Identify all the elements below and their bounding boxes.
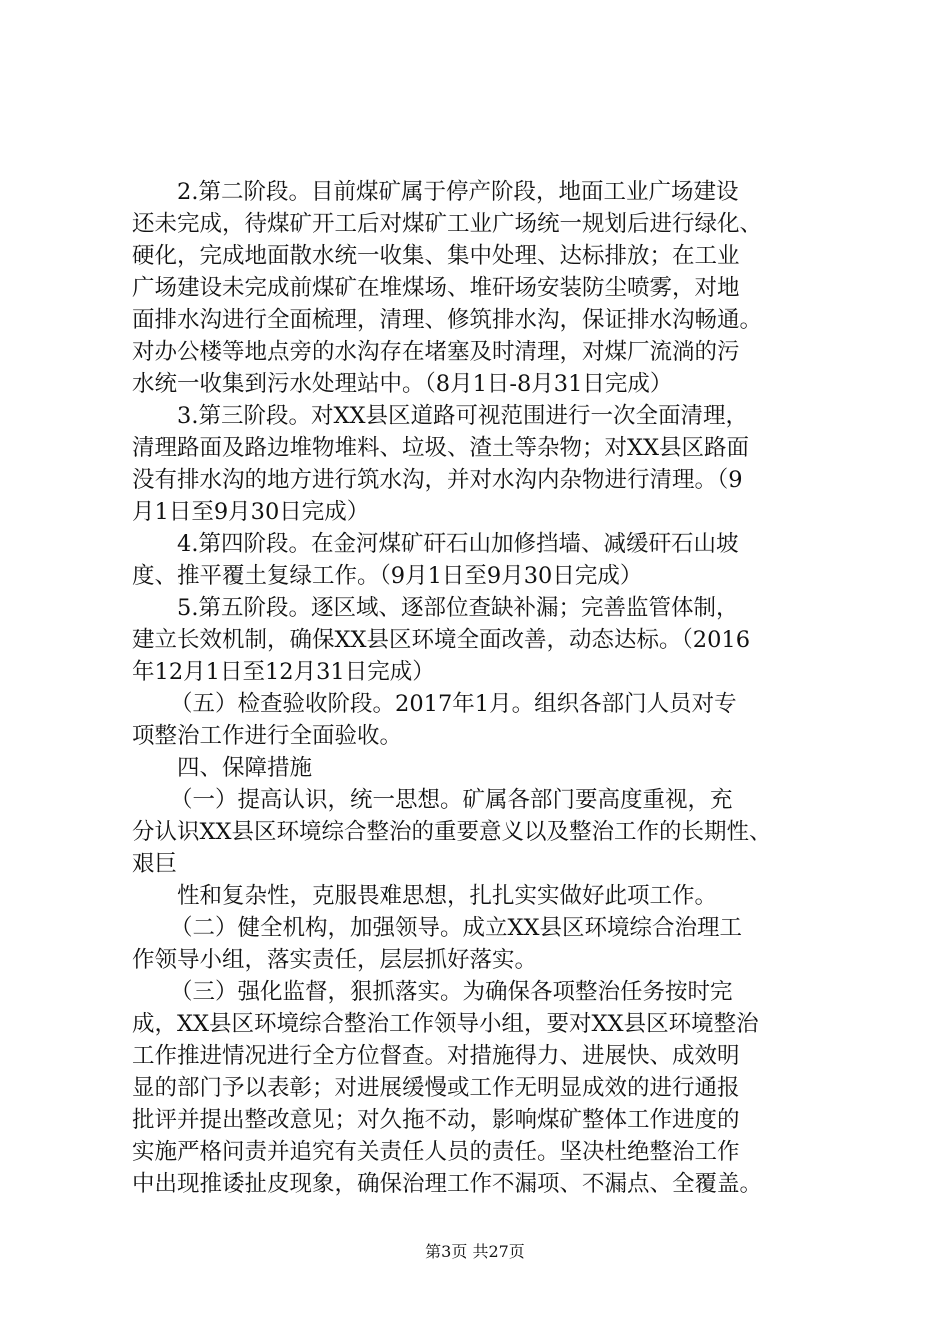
text-line: 硬化，完成地面散水统一收集、集中处理、达标排放；在工业	[132, 243, 740, 269]
text-line: 分认识XX县区环境综合整治的重要意义以及整治工作的长期性、	[132, 819, 772, 845]
text-line: 对办公楼等地点旁的水沟存在堵塞及时清理，对煤厂流淌的污	[132, 339, 740, 365]
text-line: （一）提高认识，统一思想。矿属各部门要高度重视，充	[170, 787, 733, 813]
text-line: 清理路面及路边堆物堆料、垃圾、渣土等杂物；对XX县区路面	[132, 435, 750, 461]
page-number-footer: 第3页 共27页	[425, 1242, 525, 1261]
text-line: 显的部门予以表彰；对进展缓慢或工作无明显成效的进行通报	[132, 1075, 740, 1101]
text-line: 2.第二阶段。目前煤矿属于停产阶段，地面工业广场建设	[177, 179, 739, 205]
text-line: 5.第五阶段。逐区域、逐部位查缺补漏；完善监管体制，	[177, 595, 739, 621]
text-line: 年12月1日至12月31日完成）	[132, 659, 435, 685]
text-line: （五）检查验收阶段。2017年1月。组织各部门人员对专	[170, 691, 737, 717]
text-line: 成，XX县区环境综合整治工作领导小组，要对XX县区环境整治	[132, 1011, 759, 1037]
text-line: 度、推平覆土复绿工作。（9月1日至9月30日完成）	[132, 563, 643, 589]
text-line: 项整治工作进行全面验收。	[132, 723, 403, 749]
text-line: 广场建设未完成前煤矿在堆煤场、堆矸场安装防尘喷雾，对地	[132, 275, 740, 301]
text-line: 没有排水沟的地方进行筑水沟，并对水沟内杂物进行清理。（9	[132, 467, 743, 493]
text-line: 3.第三阶段。对XX县区道路可视范围进行一次全面清理，	[177, 403, 749, 429]
text-line: 性和复杂性，克服畏难思想，扎扎实实做好此项工作。	[177, 883, 718, 909]
text-line: 中出现推诿扯皮现象，确保治理工作不漏项、不漏点、全覆盖。	[132, 1171, 763, 1197]
text-line: （三）强化监督，狠抓落实。为确保各项整治任务按时完	[170, 979, 733, 1005]
text-line: 月1日至9月30日完成）	[132, 499, 370, 525]
text-line: 批评并提出整改意见；对久拖不动，影响煤矿整体工作进度的	[132, 1107, 740, 1133]
text-line: 建立长效机制，确保XX县区环境全面改善，动态达标。（2016	[132, 627, 751, 653]
text-line: 水统一收集到污水处理站中。（8月1日-8月31日完成）	[132, 371, 673, 397]
section-heading: 四、保障措施	[177, 755, 313, 781]
text-line: 4.第四阶段。在金河煤矿矸石山加修挡墙、减缓矸石山坡	[177, 531, 739, 557]
text-line: 艰巨	[132, 851, 178, 877]
text-line: 面排水沟进行全面梳理，清理、修筑排水沟，保证排水沟畅通。	[132, 307, 763, 333]
text-line: （二）健全机构，加强领导。成立XX县区环境综合治理工	[170, 915, 743, 941]
text-line: 工作推进情况进行全方位督查。对措施得力、进展快、成效明	[132, 1043, 740, 1069]
text-line: 实施严格问责并追究有关责任人员的责任。坚决杜绝整治工作	[132, 1139, 740, 1165]
text-line: 还未完成，待煤矿开工后对煤矿工业广场统一规划后进行绿化、	[132, 211, 763, 237]
text-line: 作领导小组，落实责任，层层抓好落实。	[132, 947, 538, 973]
